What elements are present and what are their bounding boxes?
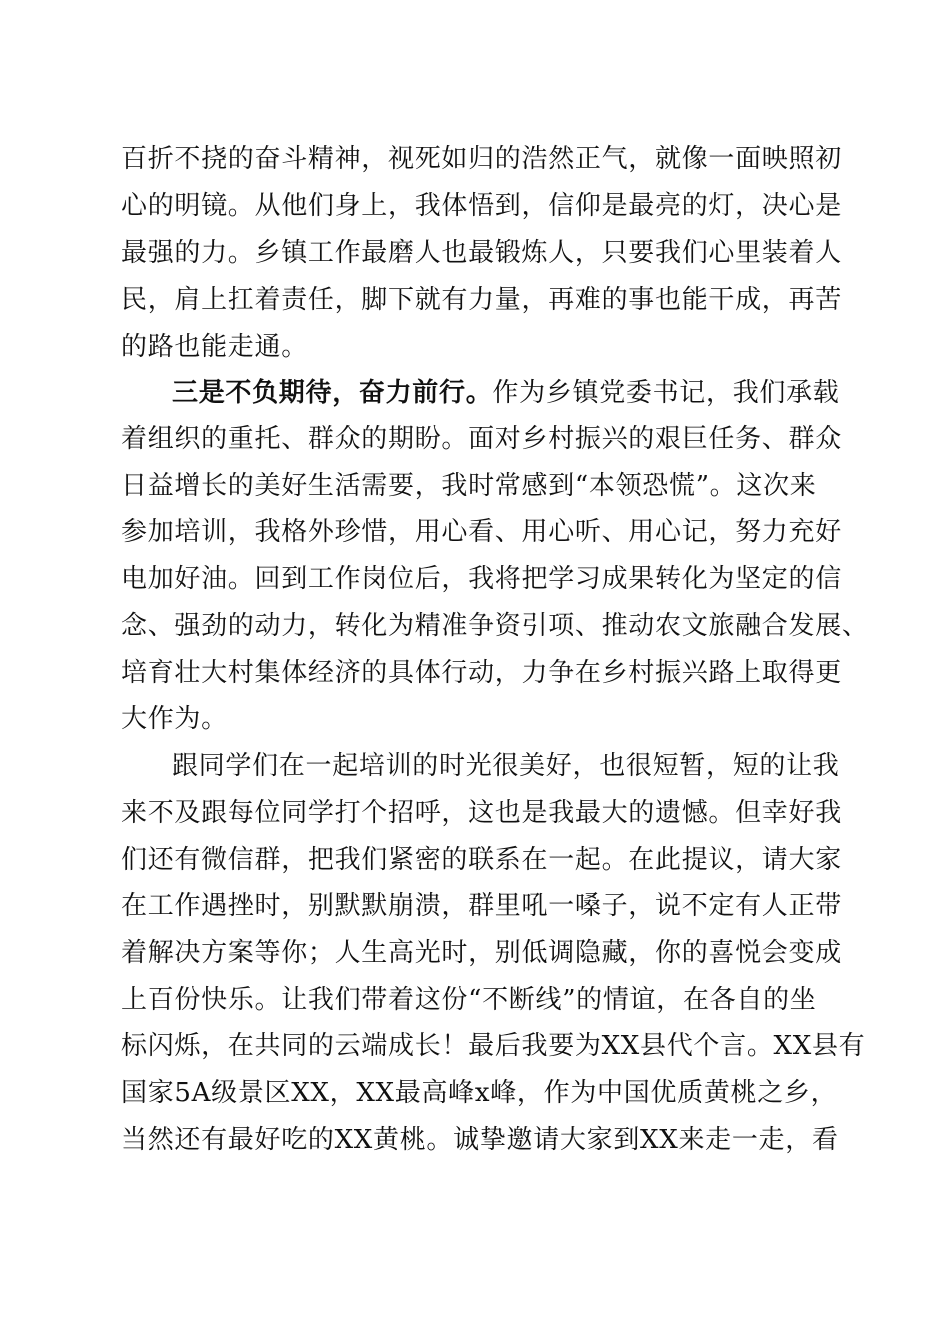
paragraph-2-line: 日益增长的美好生活需要，我时常感到“本领恐慌”。这次来 [121,471,817,501]
paragraph-3-line: 们还有微信群，把我们紧密的联系在一起。在此提议，请大家 [121,845,842,875]
paragraph-2-line: 念、强劲的动力，转化为精准争资引项、推动农文旅融合发展、 [121,611,869,641]
paragraph-1-line: 心的明镜。从他们身上，我体悟到，信仰是最亮的灯，决心是 [121,191,842,221]
paragraph-3-line: 来不及跟每位同学打个招呼，这也是我最大的遗憾。但幸好我 [121,798,842,828]
paragraph-3-line: 国家5A级景区XX，XX最高峰x峰，作为中国优质黄桃之乡， [121,1078,838,1108]
paragraph-3-line: 着解决方案等你；人生高光时，别低调隐藏，你的喜悦会变成 [121,938,842,968]
paragraph-2-first-line [172,373,840,413]
paragraph-1-line: 百折不挠的奋斗精神，视死如归的浩然正气，就像一面映照初 [121,144,842,174]
paragraph-2-first-line-text: 作为乡镇党委书记，我们承载 [492,378,840,408]
paragraph-1-line: 的路也能走通。 [121,332,308,362]
paragraph-2-heading: 三是不负期待，奋力前行。 [172,378,493,408]
paragraph-3-first-line: 跟同学们在一起培训的时光很美好，也很短暂，短的让我 [172,751,840,781]
paragraph-1-line: 民，肩上扛着责任，脚下就有力量，再难的事也能干成，再苦 [121,285,842,315]
paragraph-2-line: 电加好油。回到工作岗位后，我将把学习成果转化为坚定的信 [121,564,842,594]
paragraph-3-line: 在工作遇挫时，别默默崩溃，群里吼一嗓子，说不定有人正带 [121,891,842,921]
paragraph-3-line: 当然还有最好吃的XX黄桃。诚挚邀请大家到XX来走一走，看 [121,1125,839,1155]
paragraph-2-line: 培育壮大村集体经济的具体行动，力争在乡村振兴路上取得更 [121,658,842,688]
paragraph-2-line: 参加培训，我格外珍惜，用心看、用心听、用心记，努力充好 [121,517,842,547]
paragraph-2-line: 着组织的重托、群众的期盼。面对乡村振兴的艰巨任务、群众 [121,424,842,454]
paragraph-1-line: 最强的力。乡镇工作最磨人也最锻炼人，只要我们心里装着人 [121,238,842,268]
paragraph-3-line: 上百份快乐。让我们带着这份“不断线”的情谊，在各自的坐 [121,985,817,1015]
paragraph-3-line: 标闪烁，在共同的云端成长！最后我要为XX县代个言。XX县有 [121,1031,866,1061]
paragraph-2-line: 大作为。 [121,704,228,734]
